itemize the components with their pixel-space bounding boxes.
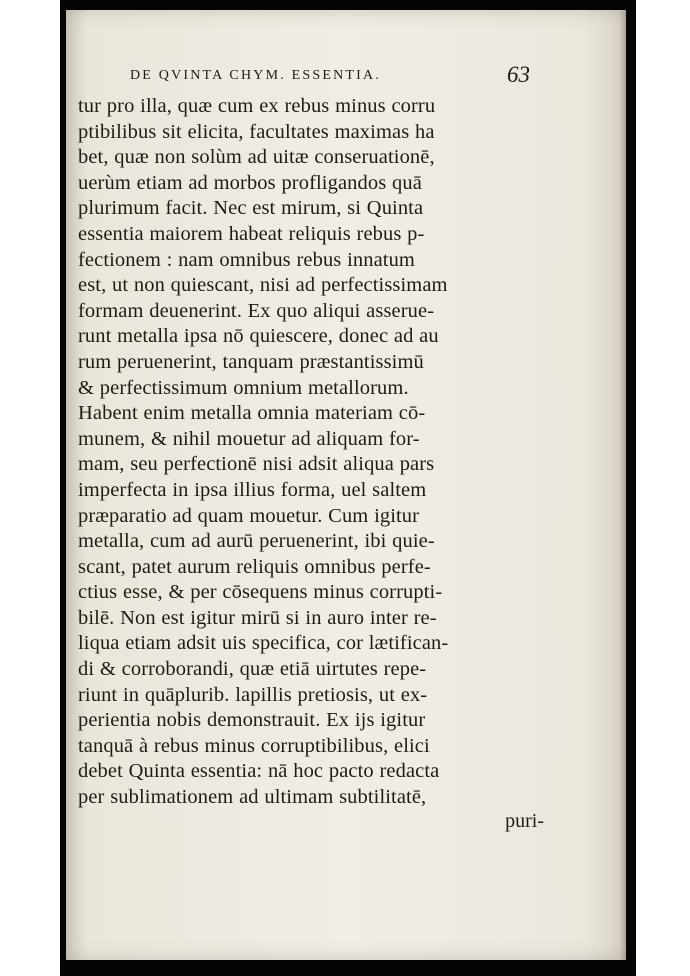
text-line: essentia maiorem habeat reliquis rebus p-	[78, 222, 425, 245]
text-line: bilē. Non est igitur mirū si in auro inter re-	[78, 606, 437, 629]
text-line: runt metalla ipsa nō quiescere, donec ad au	[78, 325, 439, 348]
text-line: & perfectissimum omnium metallorum.	[78, 376, 409, 399]
text-line: mam, seu perfectionē nisi adsit aliqua pars	[78, 453, 435, 476]
text-line: di & corroborandi, quæ etiā uirtutes repe-	[78, 658, 427, 681]
text-line: munem, & nihil mouetur ad aliquam for-	[78, 427, 420, 450]
body-text	[78, 94, 510, 811]
text-line: tur pro illa, quæ cum ex rebus minus corru	[78, 95, 436, 117]
page-number: 63	[507, 62, 530, 87]
text-line: ctius esse, & per cōsequens minus corrupti-	[78, 581, 443, 604]
page-edge-shadow	[620, 10, 626, 960]
text-line: imperfecta in ipsa illius forma, uel saltem	[78, 478, 427, 501]
text-line: est, ut non quiescant, nisi ad perfectissimam	[78, 274, 448, 297]
book-page	[66, 10, 626, 960]
text-line: præparatio ad quam mouetur. Cum igitur	[78, 504, 420, 527]
text-line: riunt in quāplurib. lapillis pretiosis, ut ex-	[78, 683, 428, 706]
text-line: fectionem : nam omnibus rebus innatum	[78, 248, 415, 271]
text-line: tanquā à rebus minus corruptibilibus, elici	[78, 734, 430, 757]
page-header	[130, 62, 530, 90]
text-line: uerùm etiam ad morbos profligandos quā	[78, 171, 422, 194]
catchword: puri-	[505, 810, 544, 832]
text-line: rum peruenerint, tanquam præstantissimū	[78, 350, 424, 373]
text-line: liqua etiam adsit uis specifica, cor lætifican-	[78, 632, 449, 655]
text-line: metalla, cum ad aurū peruenerint, ibi quie-	[78, 530, 435, 553]
text-line: Habent enim metalla omnia materiam cō-	[78, 402, 426, 425]
text-line: formam deuenerint. Ex quo aliqui asserue-	[78, 299, 435, 322]
text-line: perientia nobis demonstrauit. Ex ijs igitur	[78, 709, 426, 732]
scan-background	[60, 0, 636, 976]
running-head: DE QVINTA CHYM. ESSENTIA.	[130, 68, 382, 83]
text-line: per sublimationem ad ultimam subtilitatē,	[78, 786, 427, 809]
text-line: plurimum facit. Nec est mirum, si Quinta	[78, 197, 424, 220]
text-line: ptibilibus sit elicita, facultates maximas ha	[78, 120, 435, 143]
text-line: debet Quinta essentia: nā hoc pacto redacta	[78, 760, 440, 783]
text-line: scant, patet aurum reliquis omnibus perfe-	[78, 555, 431, 578]
text-line: bet, quæ non solùm ad uitæ conseruationē,	[78, 146, 435, 169]
